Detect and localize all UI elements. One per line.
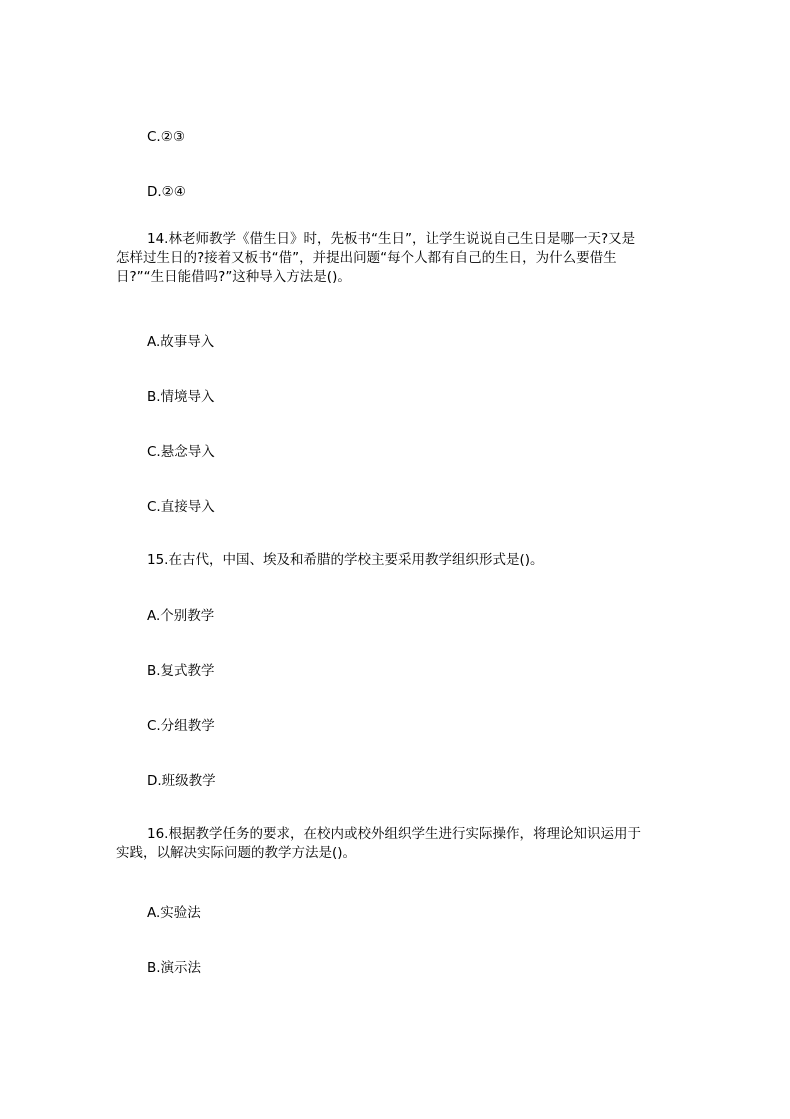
- question-14-line-3: 日?”“生日能借吗?”这种导入方法是()。: [116, 269, 351, 285]
- question-16: [116, 825, 676, 863]
- question-14-line-2: 怎样过生日的?接着又板书“借”，并提出问题“每个人都有自己的生日，为什么要借生: [116, 250, 617, 266]
- q15-option-a: A.个别教学: [147, 608, 215, 624]
- q14-option-b: B.情境导入: [147, 389, 215, 405]
- q14-option-a: A.故事导入: [147, 334, 215, 350]
- question-15: [116, 551, 676, 570]
- question-14: [116, 230, 676, 287]
- q16-option-b: B.演示法: [147, 960, 202, 976]
- option-c: C.②③: [147, 129, 185, 145]
- question-16-line-2: 实践，以解决实际问题的教学方法是()。: [116, 845, 357, 861]
- q14-option-c: C.悬念导入: [147, 444, 215, 460]
- q15-option-b: B.复式教学: [147, 663, 215, 679]
- question-14-line-1: 14.林老师教学《借生日》时，先板书“生日”，让学生说说自己生日是哪一天?又是: [147, 231, 636, 247]
- q16-option-a: A.实验法: [147, 905, 201, 921]
- question-16-line-1: 16.根据教学任务的要求，在校内或校外组织学生进行实际操作，将理论知识运用于: [147, 826, 641, 842]
- option-d: D.②④: [147, 184, 186, 200]
- q14-option-c-2: C.直接导入: [147, 499, 215, 515]
- question-15-line-1: 15.在古代，中国、埃及和希腊的学校主要采用教学组织形式是()。: [147, 552, 544, 568]
- q15-option-d: D.班级教学: [147, 773, 216, 789]
- q15-option-c: C.分组教学: [147, 718, 215, 734]
